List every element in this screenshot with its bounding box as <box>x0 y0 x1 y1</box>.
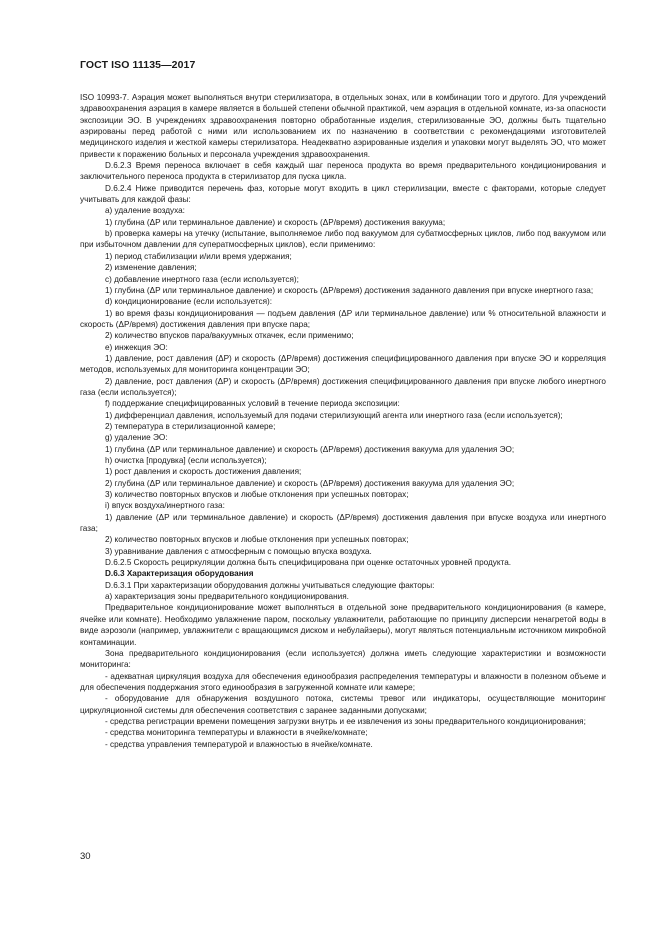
body-text <box>80 92 606 750</box>
paragraph: f) поддержание специфицированных условий в течение периода экспозиции: <box>105 399 400 409</box>
paragraph: a) характеризация зоны предварительного кондиционирования. <box>105 592 349 602</box>
paragraph: ISO 10993-7. Аэрация может выполняться внутри стерилизатора, в отдельных зонах, или в комбинации того и другого. Для учреждений здравоохранения аэрация в камере является в большей степени обычной практикой, чем аэрация в отдельной комнате, из-за опасности экспозиции ЭО. В учреждениях здравоохранения повторно обработанные изделия, стерилизованные ЭО, должны быть тщательно аэрированы перед работой с ними или использованием их по назначению в соответствии с рекомендациями изготовителей медицинского изделия и жесткой камеры стерилизатора. Неадекватно аэрированные изделия и упаковки могут выделять ЭО, что может привести к поражению больных и персонала учреждения здравоохранения. <box>80 93 606 159</box>
paragraph: 2) температура в стерилизационной камере; <box>105 421 276 431</box>
paragraph: - средства регистрации времени помещения загрузки внутрь и ее извлечения из зоны предварительного кондиционирования; <box>105 716 586 726</box>
paragraph: D.6.2.3 Время переноса включает в себя каждый шаг переноса продукта во время предварительного кондиционирования и заключительного переноса продукта в стерилизатор для пуска цикла. <box>80 161 606 182</box>
paragraph: 1) давление, рост давления (ΔP) и скорость (ΔP/время) достижения специфицированного давления при впуске ЭО и корреляция методов, используемых для мониторинга концентрации ЭО; <box>80 353 606 375</box>
paragraph: 1) дифференциал давления, используемый для подачи стерилизующий агента или инертного газа (если используется); <box>105 410 563 420</box>
paragraph: 1) период стабилизации и/или время удержания; <box>105 251 292 261</box>
paragraph: g) удаление ЭО: <box>105 433 168 443</box>
paragraph: 3) уравнивание давления с атмосферным с помощью впуска воздуха. <box>105 546 372 556</box>
paragraph: - оборудование для обнаружения воздушного потока, системы тревог или индикаторы, осуществляющие мониторинг циркуляционной системы для обеспечения соответствия с заранее заданными допусками; <box>80 694 606 715</box>
paragraph: - средства управления температурой и влажностью в ячейке/комнате. <box>105 739 373 749</box>
paragraph: 2) глубина (ΔP или терминальное давление) и скорость (ΔP/время) достижения вакуума для удаления ЭО; <box>105 478 515 488</box>
paragraph: b) проверка камеры на утечку (испытание, выполняемое либо под вакуумом для субатмосферных циклов, либо под вакуумом или при избыточном давлении для суператмосферных циклов), если применимо: <box>80 229 606 250</box>
paragraph: h) очистка [продувка] (если используется); <box>105 456 267 465</box>
paragraph: - адекватная циркуляция воздуха для обеспечения единообразия распределения температуры и влажности в полезном объеме и для обеспечения поддержания этого единообразия в загруженной комнате или камере; <box>80 671 606 692</box>
paragraph: 3) количество повторных впусков и любые отклонения при успешных повторах; <box>105 490 409 500</box>
section-heading: D.6.3 Характеризация оборудования <box>105 569 254 579</box>
paragraph: 1) глубина (ΔP или терминальное давление) и скорость (ΔP/время) достижения вакуума для удаления ЭО; <box>105 444 515 454</box>
paragraph: 1) рост давления и скорость достижения давления; <box>105 467 302 477</box>
paragraph: 2) количество впусков пара/вакуумных откачек, если применимо; <box>105 331 354 341</box>
paragraph: - средства мониторинга температуры и влажности в ячейке/комнате; <box>105 728 368 738</box>
paragraph: 1) глубина (ΔP или терминальное давление) и скорость (ΔP/время) достижения заданного давления при впуске инертного газа; <box>105 285 594 295</box>
paragraph: 2) изменение давления; <box>105 263 197 273</box>
paragraph: d) кондиционирование (если используется): <box>105 297 273 307</box>
paragraph: D.6.2.5 Скорость рециркуляции должна быть специфицирована при оценке остаточных уровней продукта. <box>105 558 512 568</box>
paragraph: i) впуск воздуха/инертного газа: <box>105 501 225 511</box>
page-number: 30 <box>80 851 91 862</box>
paragraph: 1) давление (ΔP или терминальное давление) и скорость (ΔP/время) достижения давления при впуске воздуха или инертного газа; <box>80 512 606 534</box>
paragraph: Зона предварительного кондиционирования (если используется) должна иметь следующие характеристики и возможности мониторинга: <box>80 648 606 670</box>
paragraph: 1) глубина (ΔP или терминальное давление) и скорость (ΔP/время) достижения вакуума; <box>105 217 446 227</box>
paragraph: D.6.3.1 При характеризации оборудования должны учитываться следующие факторы: <box>105 580 435 590</box>
paragraph: D.6.2.4 Ниже приводится перечень фаз, которые могут входить в цикл стерилизации, вместе с факторами, которые следует учитывать для каждой фазы: <box>80 183 606 205</box>
paragraph: e) инжекция ЭО: <box>105 342 168 352</box>
paragraph: a) удаление воздуха: <box>105 206 185 216</box>
paragraph: c) добавление инертного газа (если используется); <box>105 274 299 284</box>
paragraph: Предварительное кондиционирование может выполняться в отдельной зоне предварительного кондиционирования (в камере, ячейке или комнате). Необходимо увлажнение паром, поскольку увлажнители, работающие по принципу дисперсии ненагретой воды в виде аэрозоли (например, увлажнители с вращающимся диском и небулайзеры), могут являться потенциальным источником микробной контаминации. <box>80 603 606 647</box>
paragraph: 1) во время фазы кондиционирования — подъем давления (ΔP или терминальное давление) или % относительной влажности и скорость (ΔP/время) достижения давления при впуске пара; <box>80 308 606 329</box>
paragraph: 2) количество повторных впусков и любые отклонения при успешных повторах; <box>105 535 409 545</box>
page-header: ГОСТ ISO 11135—2017 <box>80 59 196 71</box>
paragraph: 2) давление, рост давления (ΔP) и скорость (ΔP/время) достижения специфицированного давления при впуске любого инертного газа (если используется); <box>80 376 606 397</box>
